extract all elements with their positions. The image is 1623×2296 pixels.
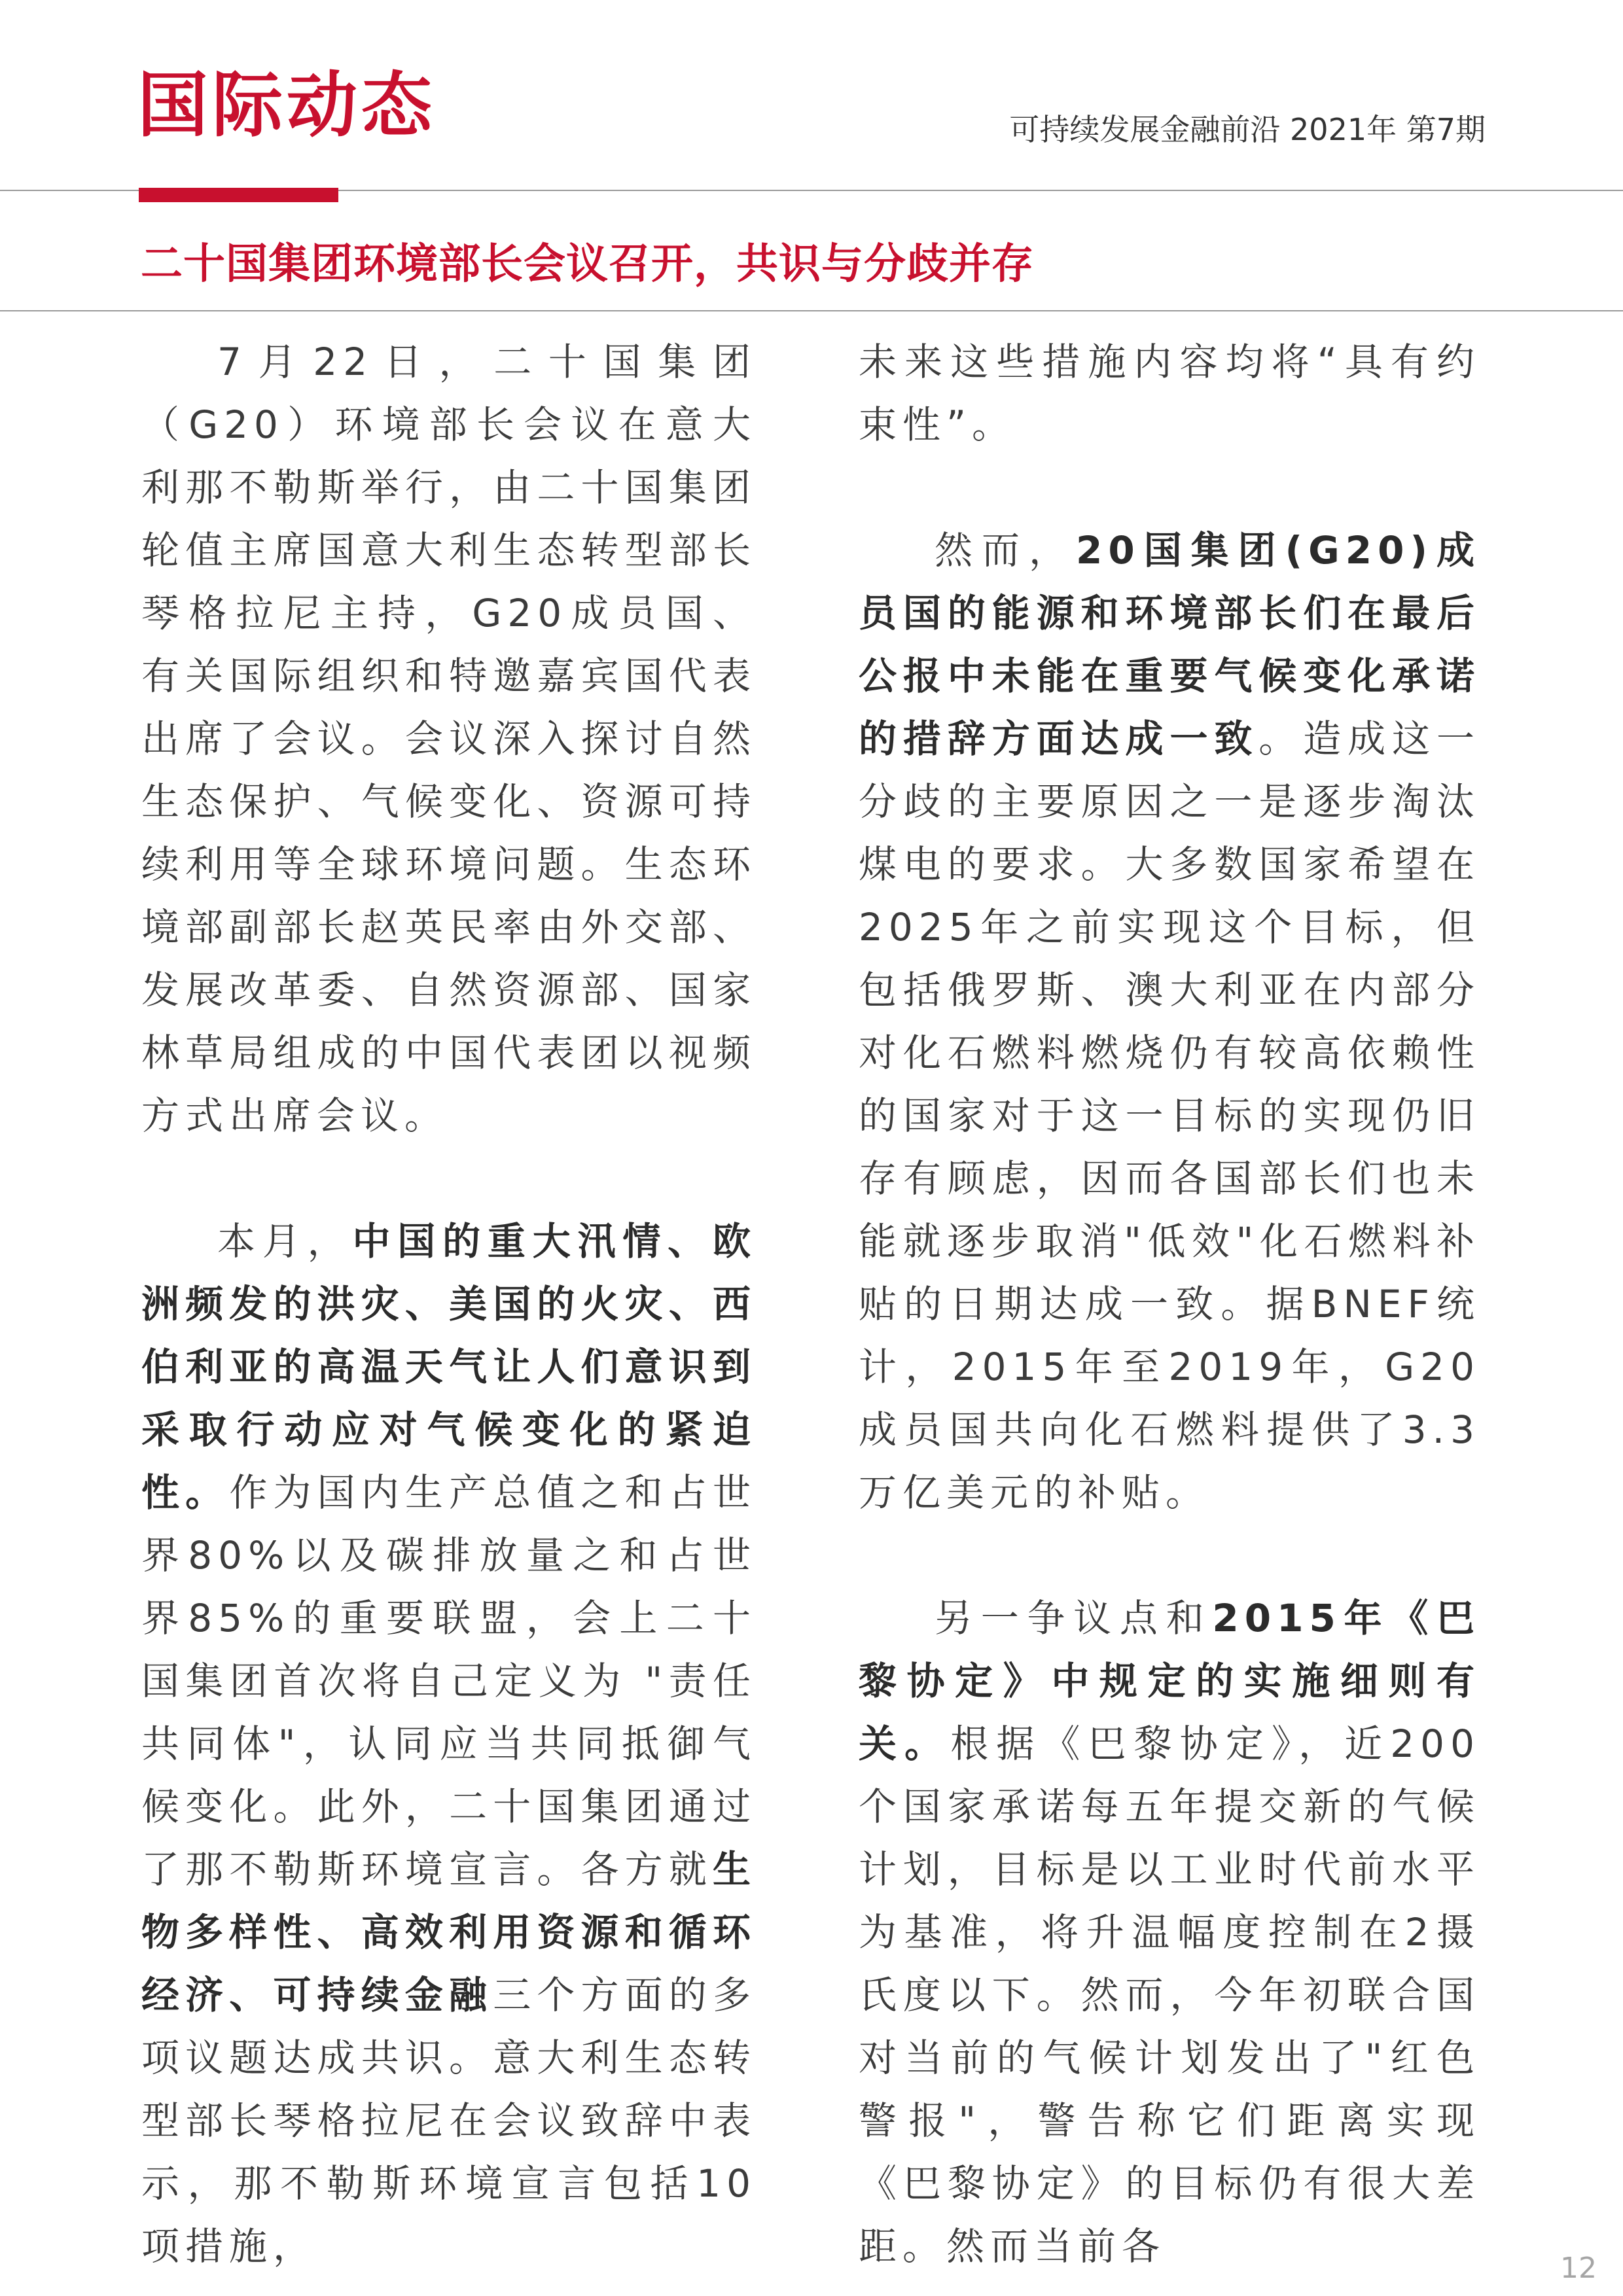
header-accent-bar <box>139 188 338 202</box>
right-paragraph-3-highlight-b: 2015年《巴黎协定》中规定的实施细则有关。 <box>859 1596 1480 1766</box>
left-column <box>141 330 757 2278</box>
article-title: 二十国集团环境部长会议召开，共识与分歧并存 <box>141 240 1034 289</box>
right-paragraph-2 <box>859 519 1480 1524</box>
right-paragraph-3 <box>859 1587 1480 2278</box>
left-paragraph-1: 7月22日，二十国集团（G20）环境部长会议在意大利那不勒斯举行，由二十国集团轮值主席国意大利生态转型部长琴格拉尼主持，G20成员国、有关国际组织和特邀嘉宾国代表出席了会议。会议深入探讨自然生态保护、气候变化、资源可持续利用等全球环境问题。生态环境部副部长赵英民率由外交部、发展改革委、自然资源部、国家林草局组成的中国代表团以视频方式出席会议。 <box>141 340 757 1138</box>
right-paragraph-2-text-c: 。造成这一分歧的主要原因之一是逐步淘汰煤电的要求。大多数国家希望在2025年之前实现这个目标，但包括俄罗斯、澳大利亚在内部分对化石燃料燃烧仍有较高依赖性的国家对于这一目标的实现仍旧存有顾虑，因而各国部长们也未能就逐步取消"低效"化石燃料补贴的日期达成一致。据BNEF统计，2015年至2019年，G20成员国共向化石燃料提供了3.3万亿美元的补贴。 <box>859 716 1480 1515</box>
left-paragraph-2-text-a: 本月， <box>217 1219 353 1263</box>
right-paragraph-1: 未来这些措施内容均将“具有约束性”。 <box>859 340 1480 447</box>
section-title: 国际动态 <box>137 65 437 147</box>
page-number: 12 <box>1560 2252 1597 2285</box>
right-paragraph-3-text-c: 根据《巴黎协定》，近200个国家承诺每五年提交新的气候计划，目标是以工业时代前水平为基准，将升温幅度控制在2摄氏度以下。然而，今年初联合国对当前的气候计划发出了"红色警报"，警告称它们距离实现《巴黎协定》的目标仍有很大差距。然而当前各 <box>859 1722 1480 2269</box>
left-paragraph-2-highlight-a: 中国的重大汛情、欧洲频发的洪灾、美国的火灾、西伯利亚的高温天气让人们意识到采取行动应对气候变化的紧迫性。 <box>141 1219 757 1515</box>
left-paragraph-2-text-e: 三个方面的多项议题达成共识。意大利生态转型部长琴格拉尼在会议致辞中表示，那不勒斯环境宣言包括10项措施， <box>141 1973 757 2269</box>
right-column <box>859 330 1480 2278</box>
right-paragraph-2-highlight-b: 20国集团(G20)成员国的能源和环境部长们在最后公报中未能在重要气候变化承诺的措辞方面达成一致 <box>859 528 1480 761</box>
title-divider <box>0 310 1623 311</box>
left-paragraph-2-highlight-d: 生物多样性、高效利用资源和循环经济、可持续金融 <box>141 1847 757 2017</box>
left-paragraph-2 <box>141 1210 757 2278</box>
right-paragraph-3-text-a: 另一争议点和 <box>935 1596 1213 1640</box>
right-paragraph-2-text-a: 然而， <box>935 528 1076 573</box>
left-paragraph-2-text-c: 作为国内生产总值之和占世界80%以及碳排放量之和占世界85%的重要联盟，会上二十国集团首次将自己定义为 "责任共同体"，认同应当共同抵御气候变化。此外，二十国集团通过了那不勒斯环境宣言。各方就 <box>141 1470 757 1892</box>
issue-info: 可持续发展金融前沿 2021年 第7期 <box>1009 112 1486 147</box>
